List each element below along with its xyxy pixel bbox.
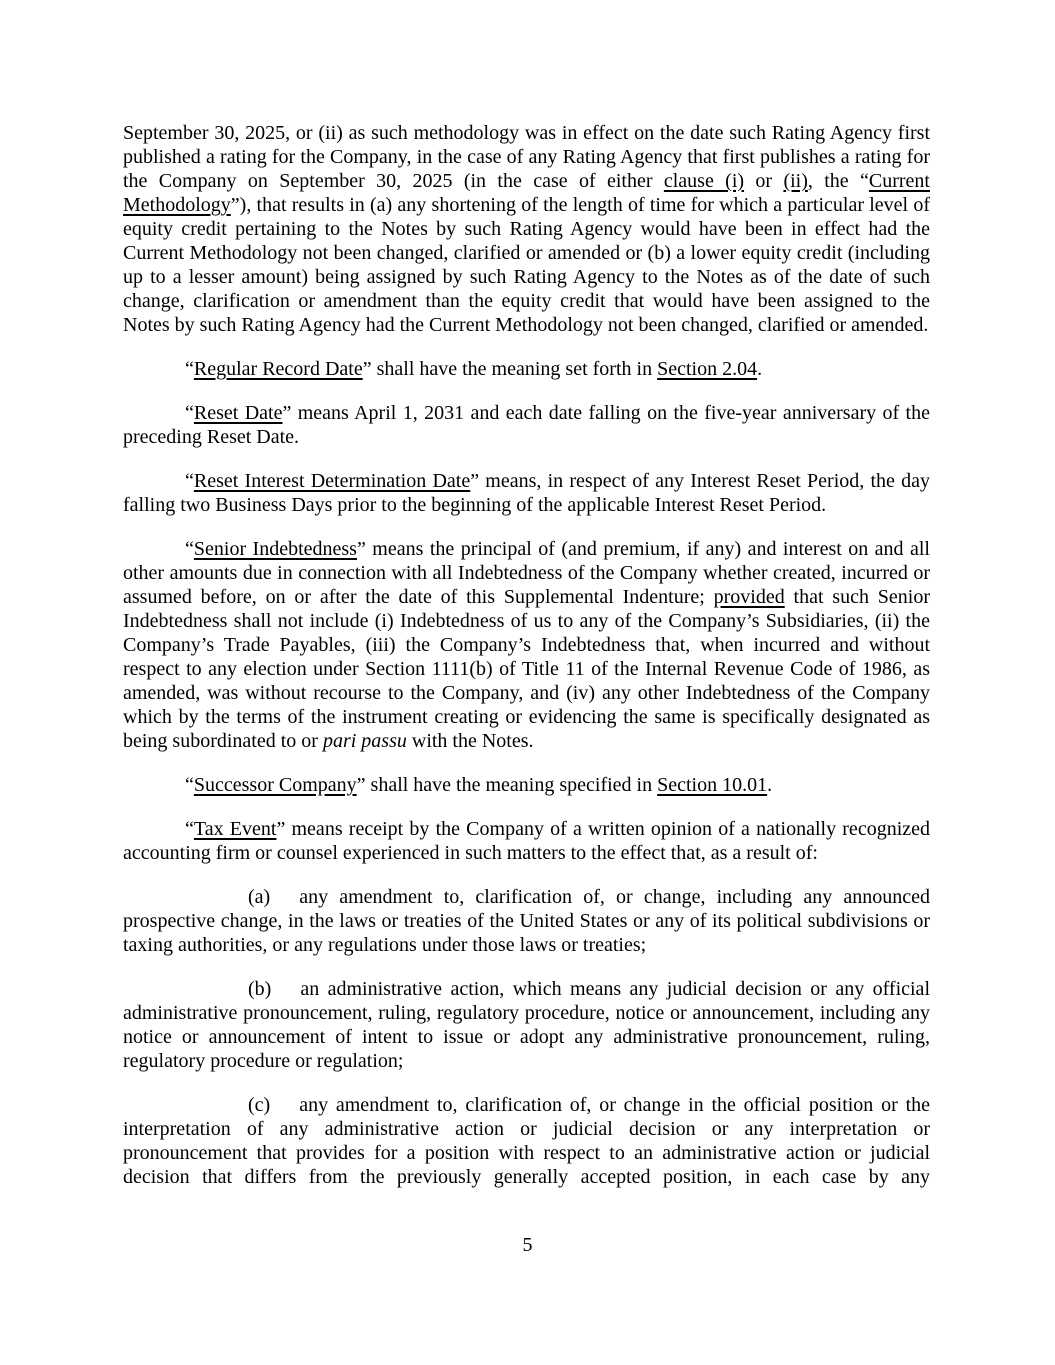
text-segment: “ bbox=[185, 538, 194, 560]
document-body bbox=[123, 121, 930, 1209]
text-segment: an administrative action, which means any judicial decision or any official administrative pronouncement, ruling, regulatory procedure, notice or announcement, including any notice or announcement of intent to issue or adopt any administrative pronouncement, ruling, regulatory procedure or regulation; bbox=[123, 978, 930, 1072]
definition-tax-event bbox=[123, 817, 930, 865]
clause-a-label: (a) bbox=[248, 886, 271, 908]
text-segment: “ bbox=[185, 402, 194, 424]
text-segment: “ bbox=[185, 774, 194, 796]
section-reference-2-04: Section 2.04 bbox=[657, 358, 758, 380]
text-segment: “ bbox=[185, 470, 194, 492]
clause-b-label: (b) bbox=[248, 978, 272, 1000]
paragraph-methodology-continuation bbox=[123, 121, 930, 337]
text-segment: any amendment to, clarification of, or change in the official position or the interpretation of any administrative action or judicial decision or any interpretation or pronouncement that provides for a position with respect to an administrative action or judicial decision that differs from the previously generally accepted position, in each case by any bbox=[123, 1094, 930, 1188]
term-clause-i: clause (i) bbox=[663, 170, 745, 192]
text-segment: , the “ bbox=[807, 170, 869, 192]
text-segment: September 30, 2025, or (ii) as such methodology was in effect on the date such Rating Agency first published a rating for the Company, in the case of any Rating Agency that first publishes a rating for the Company on September 30, 2025 (in the case of either bbox=[123, 122, 930, 192]
clause-c bbox=[123, 1093, 930, 1189]
text-segment: ” means receipt by the Company of a written opinion of a nationally recognized accounting firm or counsel experienced in such matters to the effect that, as a result of: bbox=[123, 818, 930, 864]
term-tax-event: Tax Event bbox=[193, 818, 277, 840]
text-segment: ” shall have the meaning specified in bbox=[356, 774, 658, 796]
definition-successor-company bbox=[123, 773, 930, 797]
section-reference-10-01: Section 10.01 bbox=[657, 774, 768, 796]
clause-a bbox=[123, 885, 930, 957]
text-segment: “ bbox=[185, 818, 194, 840]
definition-reset-interest-determination-date bbox=[123, 469, 930, 517]
text-segment: with the Notes. bbox=[406, 730, 534, 752]
text-segment: ” means, in respect of any Interest Reset Period, the day falling two Business Days prior to the beginning of the applicable Interest Reset Period. bbox=[123, 470, 930, 516]
text-segment: ” means the principal of (and premium, if any) and interest on and all other amounts due in connection with all Indebtedness of the Company whether created, incurred or assumed before, on or after the date of this Supplemental Indenture; bbox=[123, 538, 930, 608]
text-segment: or bbox=[744, 170, 784, 192]
text-segment: ” shall have the meaning set forth in bbox=[362, 358, 658, 380]
text-segment: any amendment to, clarification of, or change, including any announced prospective change, in the laws or treaties of the United States or any of its political subdivisions or taxing authorities, or any regulations under those laws or treaties; bbox=[123, 886, 930, 956]
term-reset-interest-determination-date: Reset Interest Determination Date bbox=[193, 470, 471, 492]
text-segment: “ bbox=[185, 358, 194, 380]
text-segment: . bbox=[757, 358, 763, 380]
text-segment: that such Senior Indebtedness shall not include (i) Indebtedness of us to any of the Company’s Subsidiaries, (ii) the Company’s Trade Payables, (iii) the Company’s Indebtedness that, when incurred and without respect to any election under Section 1111(b) of Title 11 of the Internal Revenue Code of 1986, as amended, was without recourse to the Company, and (iv) any other Indebtedness of the Company which by the terms of the instrument creating or evidencing the same is specifically designated as being subordinated to or bbox=[123, 586, 930, 752]
term-current-methodology: Current Methodology bbox=[123, 170, 930, 216]
text-segment: . bbox=[767, 774, 773, 796]
term-clause-ii: (ii) bbox=[783, 170, 808, 192]
term-provided: provided bbox=[713, 586, 785, 608]
text-segment: ” means April 1, 2031 and each date falling on the five-year anniversary of the preceding Reset Date. bbox=[123, 402, 930, 448]
page-number: 5 bbox=[522, 1234, 533, 1256]
term-reset-date: Reset Date bbox=[193, 402, 283, 424]
text-segment: ”), that results in (a) any shortening of the length of time for which a particular level of equity credit pertaining to the Notes by such Rating Agency would have been in effect had the Current Methodology not been changed, clarified or amended or (b) a lower equity credit (including up to a lesser amount) being assigned by such Rating Agency to the Notes as of the date of such change, clarification or amendment than the equity credit that would have been assigned to the Notes by such Rating Agency had the Current Methodology not been changed, clarified or amended. bbox=[123, 194, 930, 336]
definition-reset-date bbox=[123, 401, 930, 449]
clause-c-label: (c) bbox=[248, 1094, 271, 1116]
term-successor-company: Successor Company bbox=[193, 774, 357, 796]
clause-b bbox=[123, 977, 930, 1073]
term-regular-record-date: Regular Record Date bbox=[193, 358, 363, 380]
term-senior-indebtedness: Senior Indebtedness bbox=[193, 538, 357, 560]
definition-regular-record-date bbox=[123, 357, 930, 381]
term-pari-passu: pari passu bbox=[322, 730, 407, 752]
definition-senior-indebtedness bbox=[123, 537, 930, 753]
